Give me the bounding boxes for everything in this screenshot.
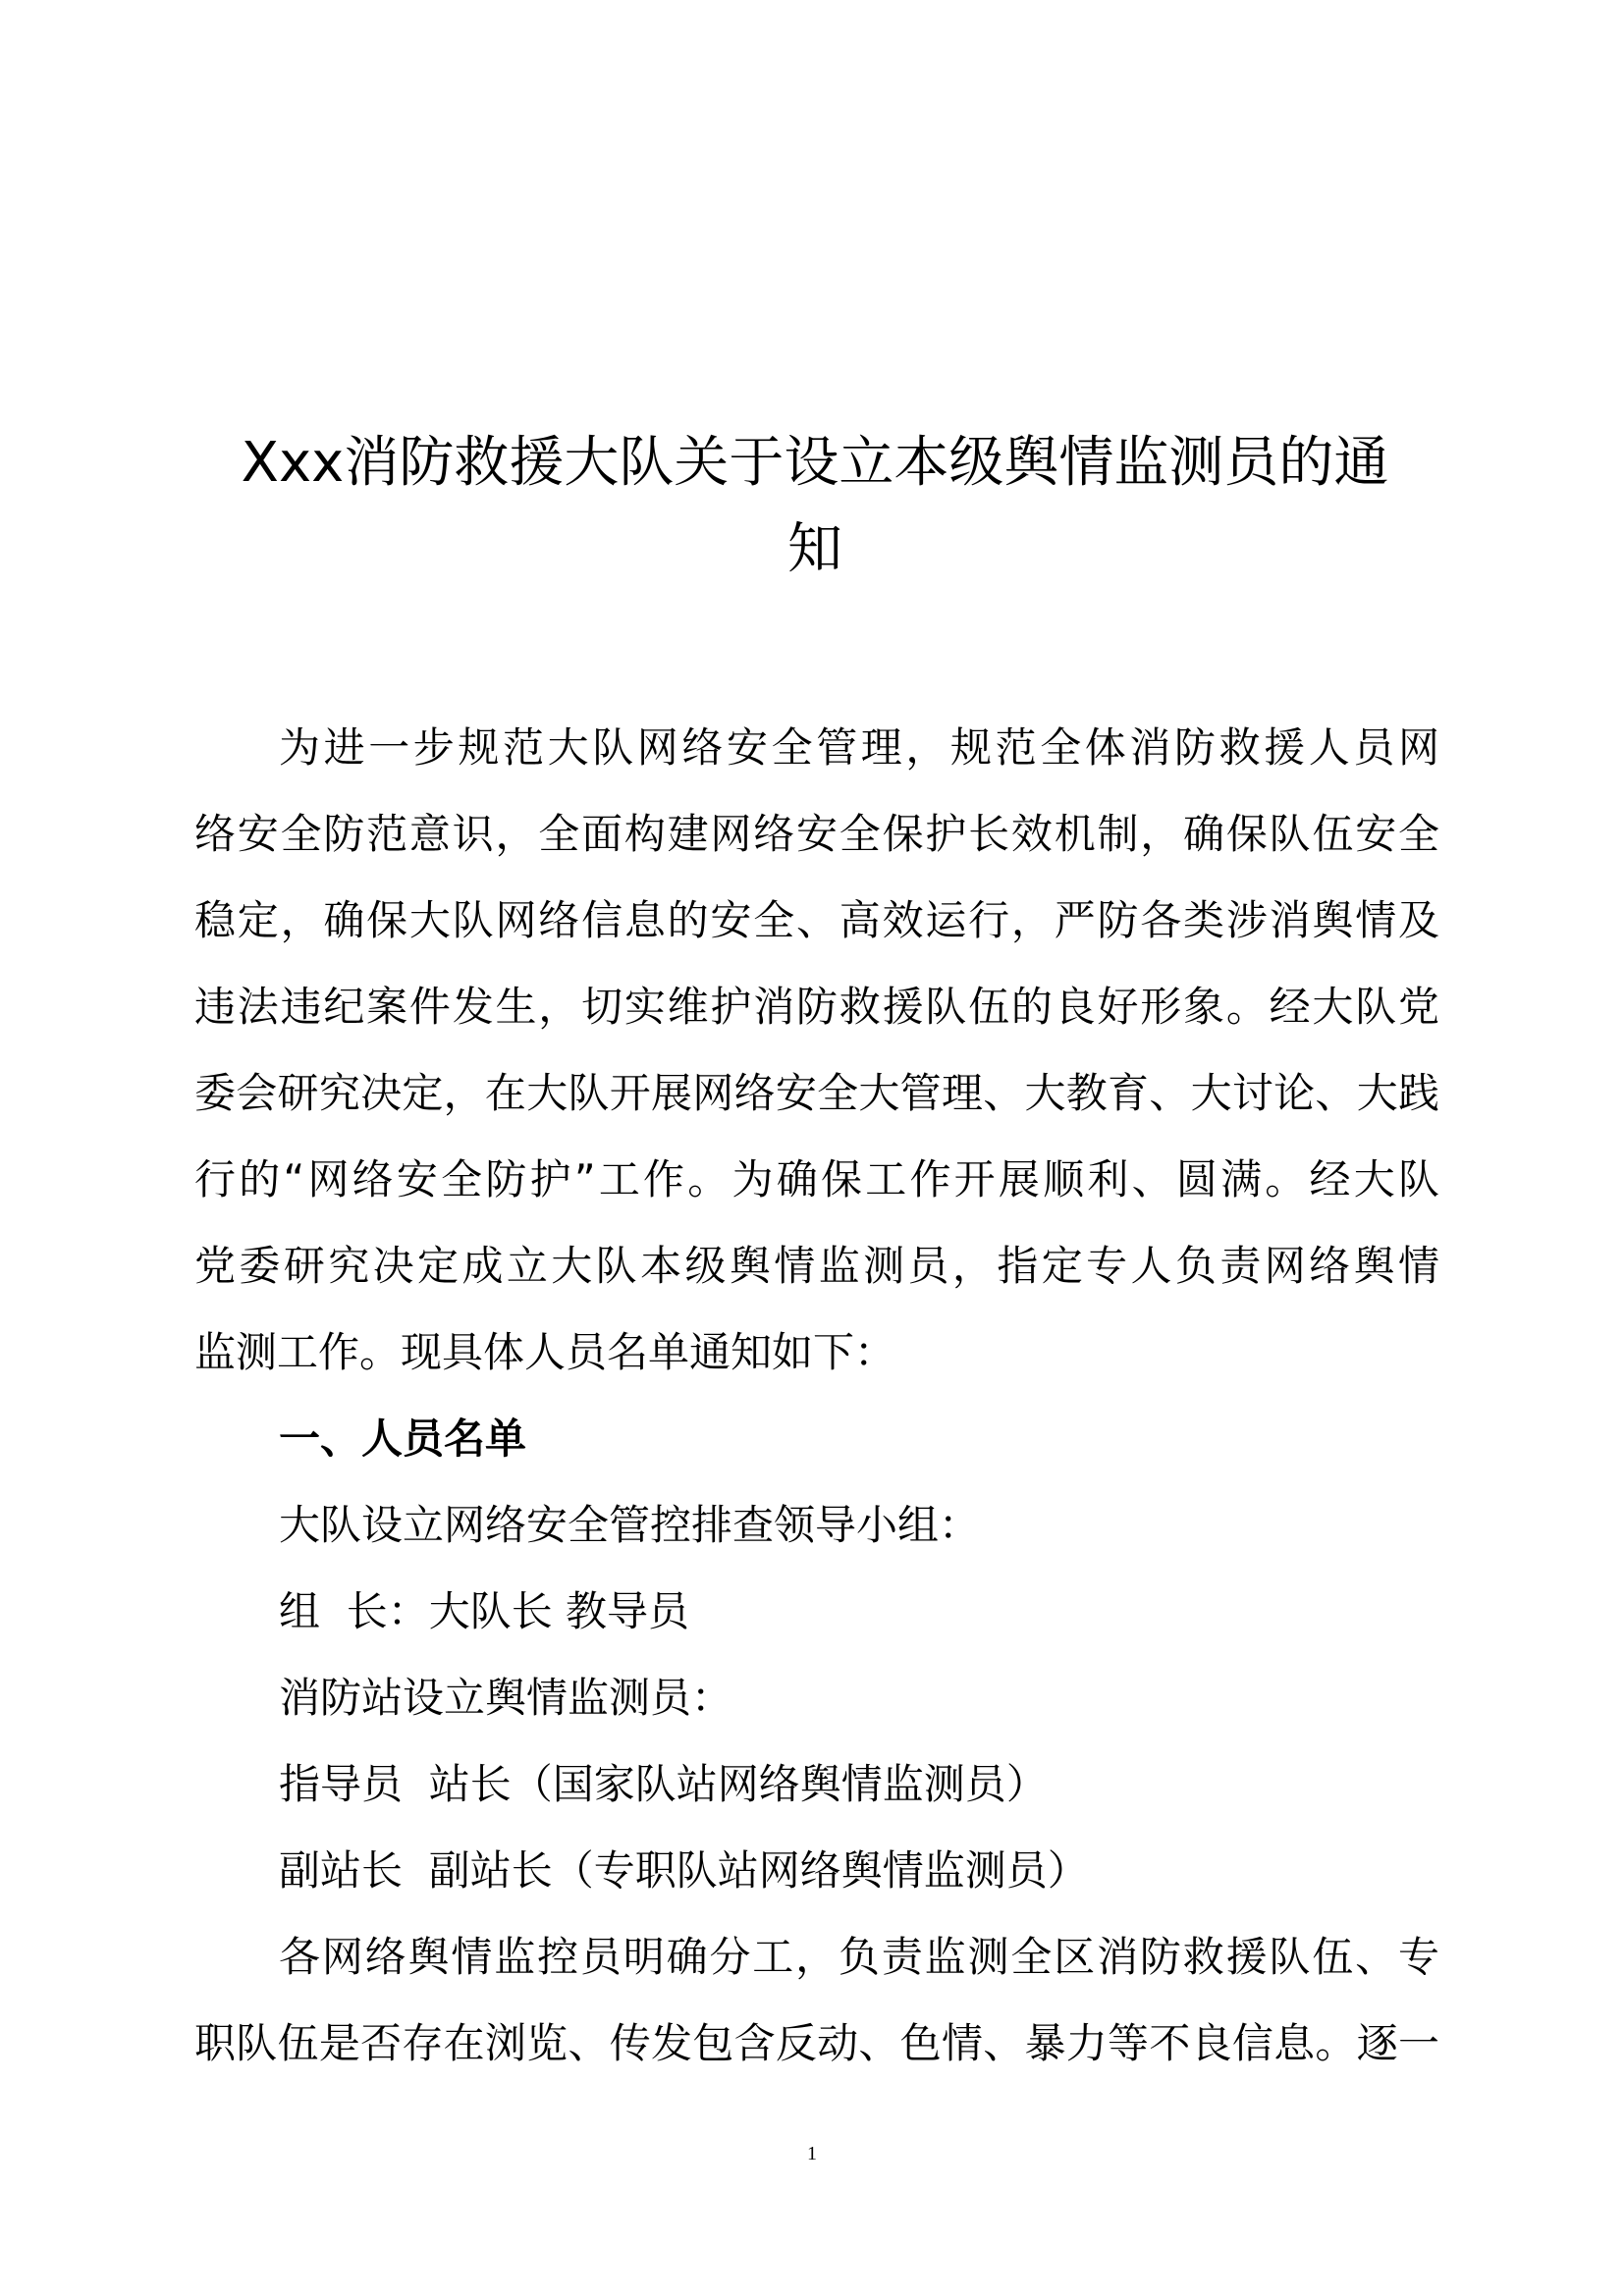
duty-paragraph-line: 职队伍是否存在浏览、传发包含反动、色情、暴力等不良信息。逐一 bbox=[194, 2019, 1439, 2067]
section-heading: 一、人员名单 bbox=[279, 1415, 527, 1463]
title-line-1: Xxx消防救援大队关于设立本级舆情监测员的通 bbox=[241, 431, 1389, 495]
page-number: 1 bbox=[807, 2143, 817, 2164]
title-line-2: 知 bbox=[787, 517, 842, 581]
intro-paragraph-line: 党委研究决定成立大队本级舆情监测员，指定专人负责网络舆情 bbox=[194, 1242, 1439, 1290]
intro-paragraph-line: 络安全防范意识，全面构建网络安全保护长效机制，确保队伍安全 bbox=[194, 810, 1439, 858]
document-title bbox=[187, 420, 1443, 593]
intro-paragraph-line: 违法违纪案件发生，切实维护消防救援队伍的良好形象。经大队党 bbox=[194, 983, 1439, 1031]
list-line: 副站长 副站长（专职队站网络舆情监测员） bbox=[279, 1846, 1089, 1895]
intro-paragraph-line: 为进一步规范大队网络安全管理，规范全体消防救援人员网 bbox=[279, 723, 1439, 772]
intro-paragraph-line: 委会研究决定，在大队开展网络安全大管理、大教育、大讨论、大践 bbox=[194, 1069, 1439, 1117]
list-line: 大队设立网络安全管控排查领导小组： bbox=[279, 1501, 981, 1549]
duty-paragraph-line: 各网络舆情监控员明确分工，负责监测全区消防救援队伍、专 bbox=[279, 1933, 1439, 1981]
list-line: 指导员 站长（国家队站网络舆情监测员） bbox=[279, 1760, 1048, 1808]
intro-paragraph-line: 稳定，确保大队网络信息的安全、高效运行，严防各类涉消舆情及 bbox=[194, 896, 1439, 944]
list-line: 组 长：大队长 教导员 bbox=[279, 1587, 690, 1635]
list-line: 消防站设立舆情监测员： bbox=[279, 1674, 733, 1722]
intro-paragraph-line: 行的“网络安全防护”工作。为确保工作开展顺利、圆满。经大队 bbox=[194, 1155, 1439, 1203]
intro-paragraph-line: 监测工作。现具体人员名单通知如下： bbox=[194, 1328, 896, 1376]
